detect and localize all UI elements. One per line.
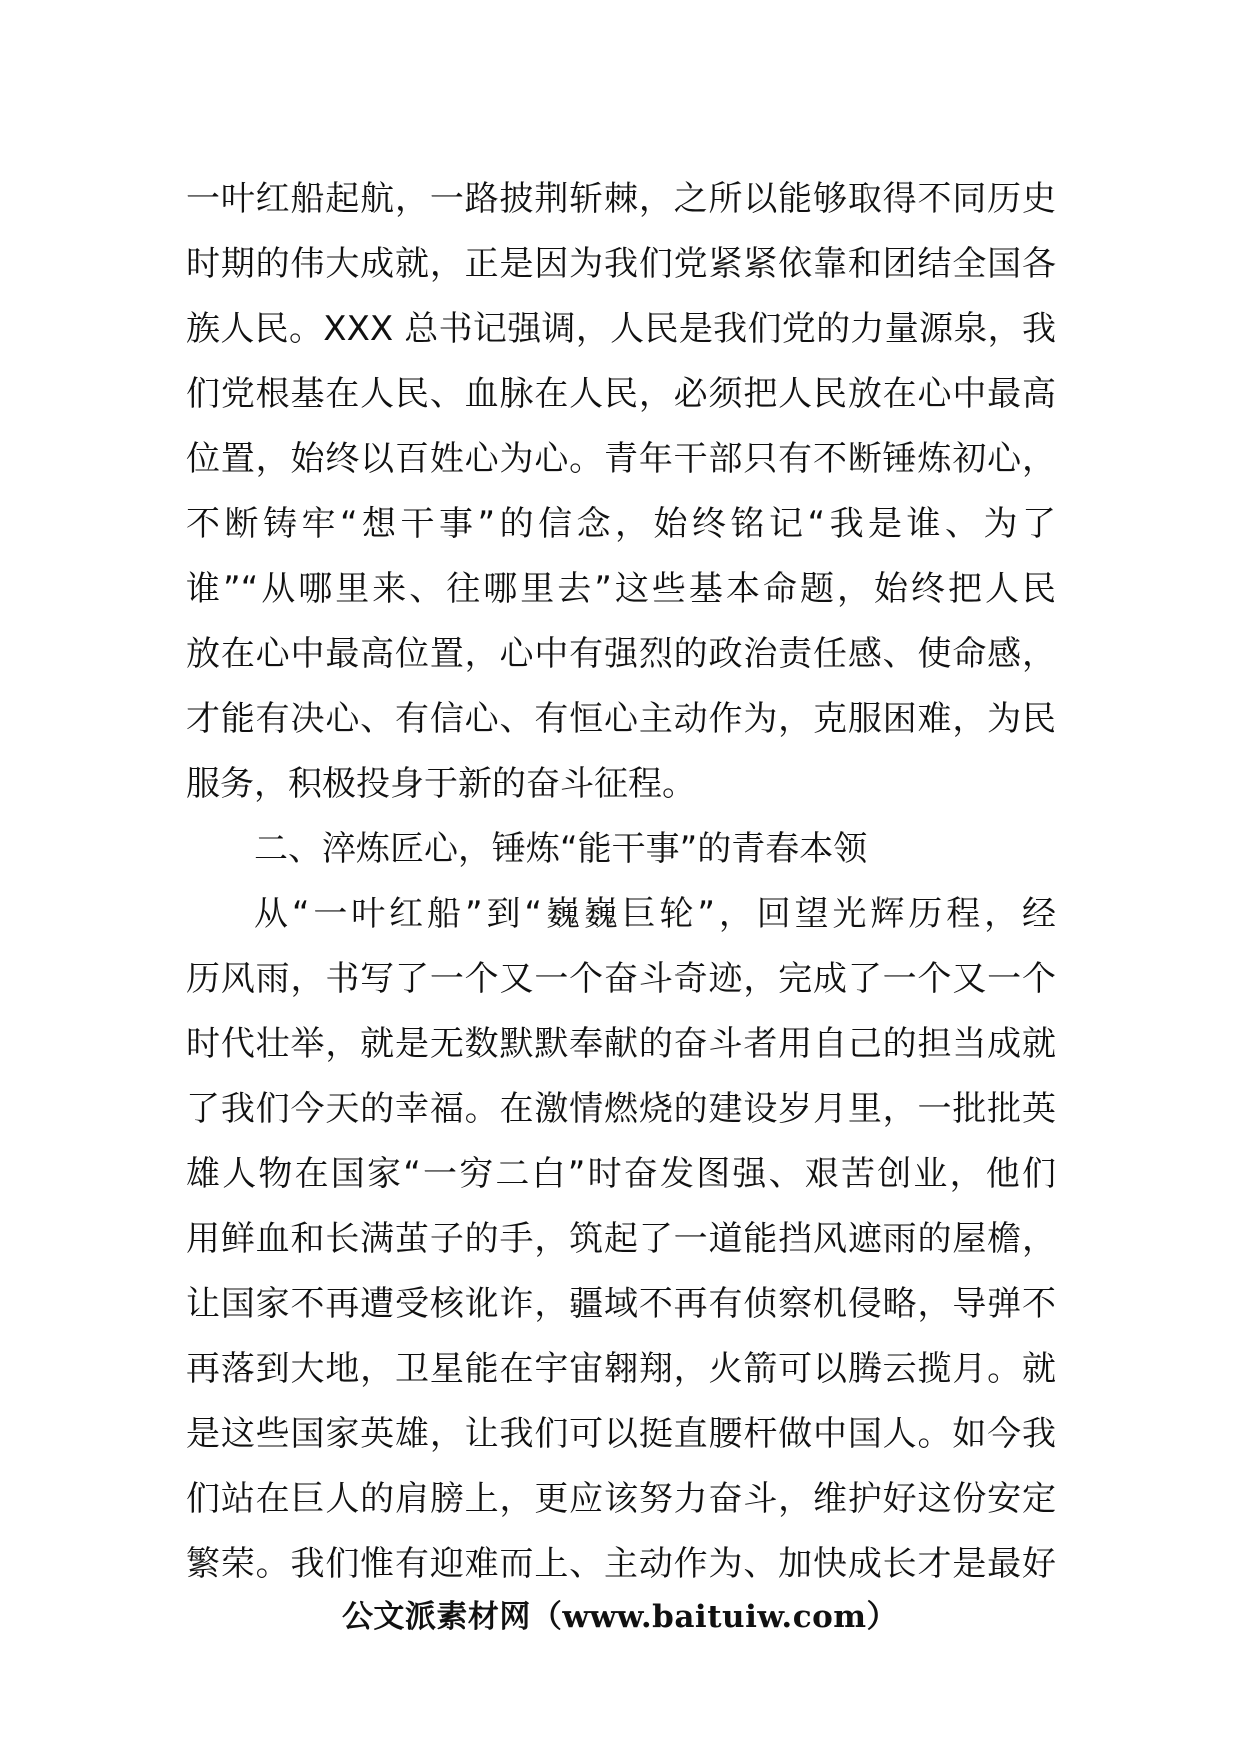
paragraph-1-line-4: 们党根基在人民、血脉在人民，必须把人民放在心中最高	[186, 374, 1056, 414]
paragraph-1-line-9: 才能有决心、有信心、有恒心主动作为，克服困难，为民	[186, 699, 1056, 739]
paragraph-2-line-4: 了我们今天的幸福。在激情燃烧的建设岁月里，一批批英	[186, 1089, 1056, 1129]
paragraph-2-line-11: 繁荣。我们惟有迎难而上、主动作为、加快成长才是最好	[186, 1544, 1056, 1584]
paragraph-2-line-2: 历风雨，书写了一个又一个奋斗奇迹，完成了一个又一个	[186, 959, 1056, 999]
paragraph-1-line-10: 服务，积极投身于新的奋斗征程。	[186, 764, 696, 804]
paragraph-2-line-7: 让国家不再遭受核讹诈，疆域不再有侦察机侵略，导弹不	[186, 1284, 1056, 1324]
paragraph-1-line-5: 位置，始终以百姓心为心。青年干部只有不断锤炼初心，	[186, 439, 1056, 479]
paragraph-1-line-1: 一叶红船起航，一路披荆斩棘，之所以能够取得不同历史	[186, 179, 1056, 219]
paragraph-2-line-9: 是这些国家英雄，让我们可以挺直腰杆做中国人。如今我	[186, 1414, 1056, 1454]
paragraph-2-line-6: 用鲜血和长满茧子的手，筑起了一道能挡风遮雨的屋檐，	[186, 1219, 1056, 1259]
paragraph-2-line-5: 雄人物在国家“一穷二白”时奋发图强、艰苦创业，他们	[186, 1154, 1056, 1194]
document-body	[186, 167, 1056, 1597]
paragraph-2-line-8: 再落到大地，卫星能在宇宙翱翔，火箭可以腾云揽月。就	[186, 1349, 1056, 1389]
paragraph-1-line-3: 族人民。XXX 总书记强调，人民是我们党的力量源泉，我	[186, 309, 1056, 349]
watermark-footer: 公文派素材网（www.baituiw.com）	[341, 1599, 899, 1635]
paragraph-2-line-10: 们站在巨人的肩膀上，更应该努力奋斗，维护好这份安定	[186, 1479, 1056, 1519]
paragraph-1-line-2: 时期的伟大成就，正是因为我们党紧紧依靠和团结全国各	[186, 244, 1056, 284]
paragraph-2-line-3: 时代壮举，就是无数默默奉献的奋斗者用自己的担当成就	[186, 1024, 1056, 1064]
paragraph-1-line-7: 谁”“从哪里来、往哪里去”这些基本命题，始终把人民	[186, 569, 1056, 609]
paragraph-2-line-1: 从“一叶红船”到“巍巍巨轮”，回望光辉历程，经	[254, 894, 1056, 934]
section-heading: 二、淬炼匠心，锤炼“能干事”的青春本领	[254, 829, 868, 869]
paragraph-1-line-8: 放在心中最高位置，心中有强烈的政治责任感、使命感，	[186, 634, 1056, 674]
paragraph-1-line-6: 不断铸牢“想干事”的信念，始终铭记“我是谁、为了	[186, 504, 1056, 544]
